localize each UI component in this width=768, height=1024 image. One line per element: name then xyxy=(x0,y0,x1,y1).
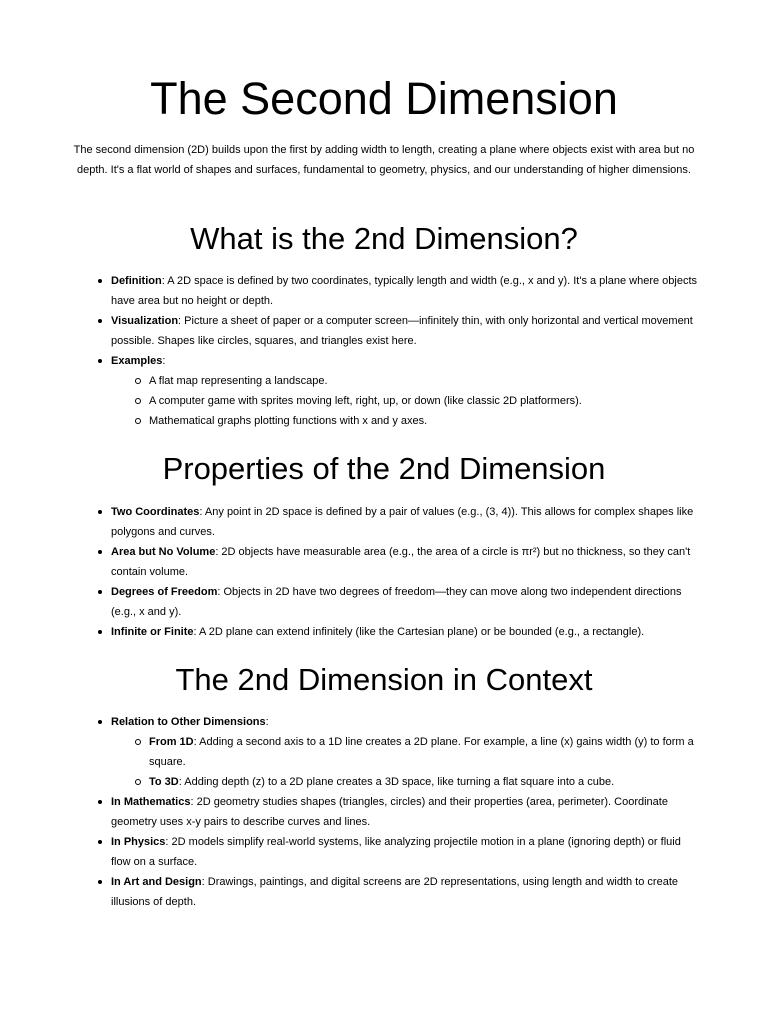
section-list-properties xyxy=(0,502,701,642)
list-item-term: Visualization xyxy=(111,315,179,327)
page-title: The Second Dimension xyxy=(150,73,618,124)
list-item-term: In Physics xyxy=(111,836,166,848)
section-list-what-is xyxy=(0,271,701,431)
list-item-term: Definition xyxy=(111,275,162,287)
sub-list-item xyxy=(149,772,701,792)
list-item-text: : Objects in 2D have two degrees of freedom—they can move along two independent directions (e.g., x and y). xyxy=(111,586,682,618)
sub-list-item-text: Mathematical graphs plotting functions with x and y axes. xyxy=(149,415,428,427)
section-heading-context: The 2nd Dimension in Context xyxy=(175,662,593,697)
list-item-text: : Picture a sheet of paper or a computer screen—infinitely thin, with only horizontal and vertical movement possible. Shapes like circles, squares, and triangles exist here. xyxy=(111,315,693,347)
list-item-term: Area but No Volume xyxy=(111,546,216,558)
sub-list xyxy=(111,371,701,431)
list-item-text: : A 2D space is defined by two coordinates, typically length and width (e.g., x and y). It's a plane where objects have area but no height or depth. xyxy=(111,275,698,307)
sub-list-item-text: : Adding a second axis to a 1D line creates a 2D plane. For example, a line (x) gains width (y) to form a square. xyxy=(149,736,694,768)
list-item-term: In Art and Design xyxy=(111,876,202,888)
list-item-term: Two Coordinates xyxy=(111,506,200,518)
list-item xyxy=(111,872,701,912)
section-heading-properties: Properties of the 2nd Dimension xyxy=(162,451,606,486)
intro-paragraph: The second dimension (2D) builds upon the first by adding width to length, creating a plane where objects exist with area but no depth. It's a flat world of shapes and surfaces, fundamental to geometry, physics, and our understanding of higher dimensions. xyxy=(73,144,695,176)
list-item-term: Degrees of Freedom xyxy=(111,586,218,598)
list-item-text: : 2D models simplify real-world systems, like analyzing projectile motion in a plane (ignoring depth) or fluid flow on a surface. xyxy=(111,836,681,868)
list-item-term: In Mathematics xyxy=(111,796,191,808)
list-item-text: : Drawings, paintings, and digital screens are 2D representations, using length and width to create illusions of depth. xyxy=(111,876,678,908)
sub-list-item xyxy=(149,411,701,431)
list-item-text: : xyxy=(265,716,269,728)
list-item-term: Infinite or Finite xyxy=(111,626,194,638)
list-item xyxy=(111,712,701,792)
sub-list xyxy=(111,732,701,792)
list-item xyxy=(111,351,701,431)
list-item-text: : 2D objects have measurable area (e.g., the area of a circle is πr²) but no thickness, so they can't contain volume. xyxy=(111,546,691,578)
list-item xyxy=(111,311,701,351)
sub-list-item-term: To 3D xyxy=(149,776,179,788)
sub-list-item-text: A flat map representing a landscape. xyxy=(149,375,328,387)
sub-list-item-text: : Adding depth (z) to a 2D plane creates a 3D space, like turning a flat square into a cube. xyxy=(178,776,615,788)
list-item xyxy=(111,622,701,642)
sub-list-item xyxy=(149,732,701,772)
list-item xyxy=(111,792,701,832)
sub-list-item-text: A computer game with sprites moving left, right, up, or down (like classic 2D platformers). xyxy=(149,395,582,407)
list-item xyxy=(111,271,701,311)
section-list-context xyxy=(0,712,701,912)
list-item xyxy=(111,832,701,872)
list-item-text: : xyxy=(162,355,166,367)
list-item-term: Examples xyxy=(111,355,163,367)
list-item-term: Relation to Other Dimensions xyxy=(111,716,266,728)
sub-list-item-term: From 1D xyxy=(149,736,194,748)
list-item xyxy=(111,502,701,542)
section-heading-what-is: What is the 2nd Dimension? xyxy=(190,221,578,256)
list-item-text: : Any point in 2D space is defined by a pair of values (e.g., (3, 4)). This allows for complex shapes like polygons and curves. xyxy=(111,506,694,538)
list-item xyxy=(111,542,701,582)
list-item-text: : A 2D plane can extend infinitely (like the Cartesian plane) or be bounded (e.g., a rectangle). xyxy=(193,626,645,638)
sub-list-item xyxy=(149,391,701,411)
list-item-text: : 2D geometry studies shapes (triangles, circles) and their properties (area, perimeter). Coordinate geometry uses x-y pairs to describe curves and lines. xyxy=(111,796,668,828)
list-item xyxy=(111,582,701,622)
sub-list-item xyxy=(149,371,701,391)
